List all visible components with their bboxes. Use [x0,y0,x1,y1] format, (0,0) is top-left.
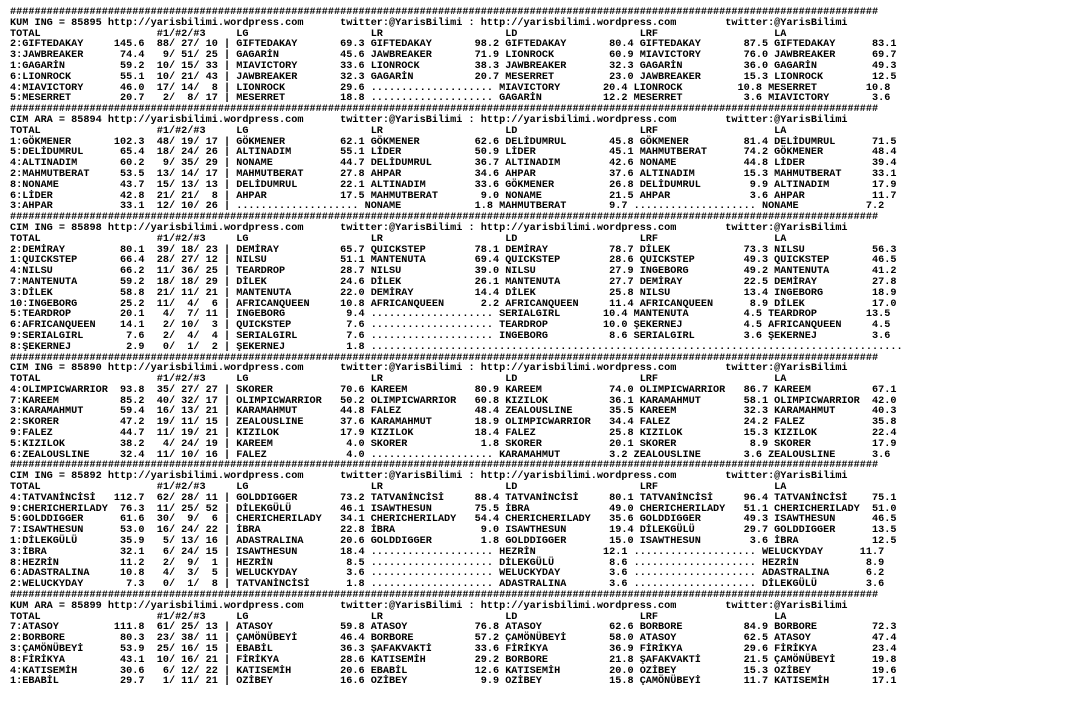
result-line: 1:EBABİL 29.7 1/ 11/ 21 | OZİBEY 16.6 OZİBEY 9.9 OZİBEY 15.8 ÇAMÖNÜBEYİ 11.7 KATISEMİH 17.1 [10,676,897,688]
result-line: 2:GIFTEDAKAY 145.6 88/ 27/ 10 | GIFTEDAKAY 69.3 GIFTEDAKAY 98.2 GIFTEDAKAY 80.4 GIFTEDAKAY 87.5 GIFTEDAKAY 83.1 [10,39,897,51]
column-header-line: TOTAL #1/#2/#3 LG LR LD LRF LA [10,482,787,494]
separator-line: ############################################################################################################################################## [10,590,879,602]
result-line: 2:MAHMUTBERAT 53.5 13/ 14/ 17 | MAHMUTBERAT 27.8 AHPAR 34.6 AHPAR 37.6 ALTINADIM 15.3 MAHMUTBERAT 33.1 [10,168,897,180]
result-line: 8:NONAME 43.7 15/ 13/ 13 | DELİDUMRUL 22.1 ALTINADIM 33.6 GÖKMENER 26.8 DELİDUMRUL 9.9 ALTINADIM 17.9 [10,179,897,191]
result-line: 5:GOLDDIGGER 61.6 30/ 9/ 6 | CHERICHERILADY 34.1 CHERICHERILADY 54.4 CHERICHERILADY 35.6 GOLDDIGGER 49.3 ISAWTHESUN 46.5 [10,514,897,526]
result-line: 4:OLIMPICWARRIOR 93.8 35/ 27/ 27 | SKORER 70.6 KAREEM 80.9 KAREEM 74.0 OLIMPICWARRIOR 86.7 KAREEM 67.1 [10,384,897,396]
race-header-line: CIM ING = 85890 http://yarisbilimi.wordpress.com twitter:@YarisBilimi : http://yarisbilimi.wordpress.com twitter:@YarisBilimi [10,363,848,375]
column-header-line: TOTAL #1/#2/#3 LG LR LD LRF LA [10,374,787,386]
result-line: 7:ATASOY 111.8 61/ 25/ 13 | ATASOY 59.8 ATASOY 76.8 ATASOY 62.6 BORBORE 84.9 BORBORE 72.3 [10,622,897,634]
result-line: 6:ZEALOUSLINE 32.4 11/ 10/ 16 | FALEZ 4.0 .................... KARAMAHMUT 3.2 ZEALOUSLINE 3.6 ZEALOUSLINE 3.6 [10,449,891,461]
race-header-line: CIM ARA = 85894 http://yarisbilimi.wordpress.com twitter:@YarisBilimi : http://yarisbilimi.wordpress.com twitter:@YarisBilimi [10,114,848,126]
result-line: 1:QUICKSTEP 66.4 28/ 27/ 12 | NILSU 51.1 MANTENUTA 69.4 QUICKSTEP 28.6 QUICKSTEP 49.3 QUICKSTEP 46.5 [10,255,897,267]
result-line: 2:SKORER 47.2 19/ 11/ 15 | ZEALOUSLINE 37.6 KARAMAHMUT 18.9 OLIMPICWARRIOR 34.4 FALEZ 24.2 FALEZ 35.8 [10,417,897,429]
result-line: 4:NILSU 66.2 11/ 36/ 25 | TEARDROP 28.7 NILSU 39.0 NILSU 27.9 INGEBORG 49.2 MANTENUTA 41.2 [10,266,897,278]
result-line: 1:DİLEKGÜLÜ 35.9 5/ 13/ 16 | ADASTRALINA 20.6 GOLDDIGGER 1.8 GOLDDIGGER 15.0 ISAWTHESUN 3.6 İBRA 12.5 [10,536,897,548]
result-line: 7:ISAWTHESUN 53.0 16/ 24/ 22 | İBRA 22.8 İBRA 9.0 ISAWTHESUN 19.4 DİLEKGÜLÜ 29.7 GOLDDIGGER 13.5 [10,525,897,537]
result-line: 3:DİLEK 58.8 21/ 11/ 21 | MANTENUTA 22.0 DEMİRAY 14.4 DİLEK 25.8 NILSU 13.4 INGEBORG 18.9 [10,287,897,299]
result-line: 9:CHERICHERILADY 76.3 11/ 25/ 52 | DİLEKGÜLÜ 46.1 ISAWTHESUN 75.5 İBRA 49.0 CHERICHERILADY 51.1 CHERICHERILADY 51.0 [10,503,897,515]
result-line: 9:SERIALGIRL 7.6 2/ 4/ 4 | SERIALGIRL 7.6 .................... INGEBORG 8.6 SERIALGIRL 3.6 ŞEKERNEJ 3.6 [10,330,891,342]
result-line: 3:KARAMAHMUT 59.4 16/ 13/ 21 | KARAMAHMUT 44.8 FALEZ 48.4 ZEALOUSLINE 35.5 KAREEM 32.3 KARAMAHMUT 40.3 [10,406,897,418]
result-line: 2:BORBORE 80.3 23/ 38/ 11 | ÇAMÖNÜBEYİ 46.4 BORBORE 57.2 ÇAMÖNÜBEYİ 58.0 ATASOY 62.5 ATASOY 47.4 [10,633,897,645]
column-header-line: TOTAL #1/#2/#3 LG LR LD LRF LA [10,233,787,245]
column-header-line: TOTAL #1/#2/#3 LG LR LD LRF LA [10,28,787,40]
result-line: 2:WELUCKYDAY 7.3 0/ 1/ 8 | TATVANİNCİSİ 1.8 .................... ADASTRALINA 3.6 .................... DİLEKGÜLÜ 3.6 [10,579,885,591]
result-line: 10:INGEBORG 25.2 11/ 4/ 6 | AFRICANQUEEN 10.8 AFRICANQUEEN 2.2 AFRICANQUEEN 11.4 AFRICANQUEEN 8.9 DİLEK 17.0 [10,298,897,310]
result-line: 6:LİDER 42.8 21/ 21/ 8 | AHPAR 17.5 MAHMUTBERAT 9.0 NONAME 21.5 AHPAR 3.6 AHPAR 11.7 [10,190,897,202]
result-line: 2:DEMİRAY 80.1 39/ 18/ 23 | DEMİRAY 65.7 QUICKSTEP 78.1 DEMİRAY 78.7 DİLEK 73.3 NILSU 56.3 [10,244,897,256]
result-line: 5:TEARDROP 20.1 4/ 7/ 11 | INGEBORG 9.4 .................... SERIALGIRL 10.4 MANTENUTA 4.5 TEARDROP 13.5 [10,309,891,321]
result-line: 4:TATVANİNCİSİ 112.7 62/ 28/ 11 | GOLDDIGGER 73.2 TATVANİNCİSİ 88.4 TATVANİNCİSİ 80.1 TATVANİNCİSİ 96.4 TATVANİNCİSİ 75.1 [10,492,897,504]
result-line: 4:ALTINADIM 60.2 9/ 35/ 29 | NONAME 44.7 DELİDUMRUL 36.7 ALTINADIM 42.6 NONAME 44.8 LİDER 39.4 [10,158,897,170]
separator-line: ############################################################################################################################################## [10,460,879,472]
result-line: 8:ŞEKERNEJ 2.9 0/ 1/ 2 | ŞEKERNEJ 1.8 ....................................................................................... [10,341,903,353]
race-header-line: CIM ING = 85898 http://yarisbilimi.wordpress.com twitter:@YarisBilimi : http://yarisbilimi.wordpress.com twitter:@YarisBilimi [10,222,848,234]
result-line: 3:İBRA 32.1 6/ 24/ 15 | ISAWTHESUN 18.4 .................... HEZRİN 12.1 .................... WELUCKYDAY 11.7 [10,546,885,558]
result-line: 5:DELİDUMRUL 65.4 18/ 24/ 26 | ALTINADIM 55.1 LİDER 50.9 LİDER 45.1 MAHMUTBERAT 74.2 GÖKMENER 48.4 [10,147,897,159]
result-line: 5:KIZILOK 38.2 4/ 24/ 19 | KAREEM 4.0 SKORER 1.8 SKORER 20.1 SKORER 8.9 SKORER 17.9 [10,438,897,450]
result-line: 1:GÖKMENER 102.3 48/ 19/ 17 | GÖKMENER 62.1 GÖKMENER 62.6 DELİDUMRUL 45.8 GÖKMENER 81.4 DELİDUMRUL 71.5 [10,136,897,148]
result-line: 6:ADASTRALINA 10.8 4/ 3/ 5 | WELUCKYDAY 3.6 .................... WELUCKYDAY 3.6 .................... ADASTRALINA 6.2 [10,568,885,580]
result-line: 7:KAREEM 85.2 40/ 32/ 17 | OLIMPICWARRIOR 50.2 OLIMPICWARRIOR 60.8 KIZILOK 36.1 KARAMAHMUT 58.1 OLIMPICWARRIOR 42.0 [10,395,897,407]
result-line: 1:GAGARİN 59.2 10/ 15/ 33 | MIAVICTORY 33.6 LIONROCK 38.3 JAWBREAKER 32.3 GAGARİN 36.0 GAGARİN 49.3 [10,60,897,72]
result-line: 9:FALEZ 44.7 11/ 19/ 21 | KIZILOK 17.9 KIZILOK 18.4 FALEZ 25.8 KIZILOK 15.3 KIZILOK 22.4 [10,428,897,440]
separator-line: ############################################################################################################################################## [10,7,879,18]
race-header-line: KUM ARA = 85899 http://yarisbilimi.wordpress.com twitter:@YarisBilimi : http://yarisbilimi.wordpress.com twitter:@YarisBilimi [10,600,848,612]
result-line: 8:FİRİKYA 43.1 10/ 16/ 21 | FİRİKYA 28.6 KATISEMİH 29.2 BORBORE 21.8 ŞAFAKVAKTİ 21.5 ÇAMÖNÜBEYİ 19.8 [10,654,897,666]
result-line: 7:MANTENUTA 59.2 18/ 18/ 29 | DİLEK 24.6 DİLEK 26.1 MANTENUTA 27.7 DEMİRAY 22.5 DEMİRAY 27.8 [10,276,897,288]
result-line: 3:AHPAR 33.1 12/ 10/ 26 | .................... NONAME 1.8 MAHMUTBERAT 9.7 .................... NONAME 7.2 [10,201,885,213]
result-line: 3:JAWBREAKER 74.4 9/ 51/ 25 | GAGARİN 45.6 JAWBREAKER 71.9 LIONROCK 60.9 MIAVICTORY 76.0 JAWBREAKER 69.7 [10,50,897,62]
result-line: 6:LIONROCK 55.1 10/ 21/ 43 | JAWBREAKER 32.3 GAGARİN 20.7 MESERRET 23.0 JAWBREAKER 15.3 LIONROCK 12.5 [10,71,897,83]
result-line: 4:KATISEMİH 30.6 6/ 12/ 22 | KATISEMİH 20.6 EBABİL 12.6 KATISEMİH 20.0 OZİBEY 15.3 OZİBEY 19.6 [10,665,897,677]
separator-line: ############################################################################################################################################## [10,212,879,224]
result-line: 8:HEZRİN 11.2 2/ 9/ 1 | HEZRİN 8.5 .................... DİLEKGÜLÜ 8.6 .................... HEZRİN 8.9 [10,557,885,569]
race-header-line: CIM ING = 85892 http://yarisbilimi.wordpress.com twitter:@YarisBilimi : http://yarisbilimi.wordpress.com twitter:@YarisBilimi [10,471,848,483]
result-line: 4:MIAVICTORY 46.0 17/ 14/ 8 | LIONROCK 29.6 .................... MIAVICTORY 20.4 LIONROCK 10.8 MESERRET 10.8 [10,82,891,94]
result-line: 5:MESERRET 20.7 2/ 8/ 17 | MESERRET 18.8 .................... GAGARİN 12.2 MESERRET 3.6 MIAVICTORY 3.6 [10,93,891,105]
column-header-line: TOTAL #1/#2/#3 LG LR LD LRF LA [10,125,787,137]
result-line: 3:ÇAMÖNÜBEYİ 53.9 25/ 16/ 15 | EBABİL 36.3 ŞAFAKVAKTİ 33.6 FİRİKYA 36.9 FİRİKYA 29.6 FİRİKYA 23.4 [10,644,897,656]
separator-line: ############################################################################################################################################## [10,352,879,364]
result-line: 6:AFRICANQUEEN 14.1 2/ 10/ 3 | QUICKSTEP 7.6 .................... TEARDROP 10.0 ŞEKERNEJ 4.5 AFRICANQUEEN 4.5 [10,320,891,332]
separator-line: ############################################################################################################################################## [10,104,879,116]
race-header-line: KUM ING = 85895 http://yarisbilimi.wordpress.com twitter:@YarisBilimi : http://yarisbilimi.wordpress.com twitter:@YarisBilimi [10,17,848,29]
column-header-line: TOTAL #1/#2/#3 LG LR LD LRF LA [10,611,787,623]
